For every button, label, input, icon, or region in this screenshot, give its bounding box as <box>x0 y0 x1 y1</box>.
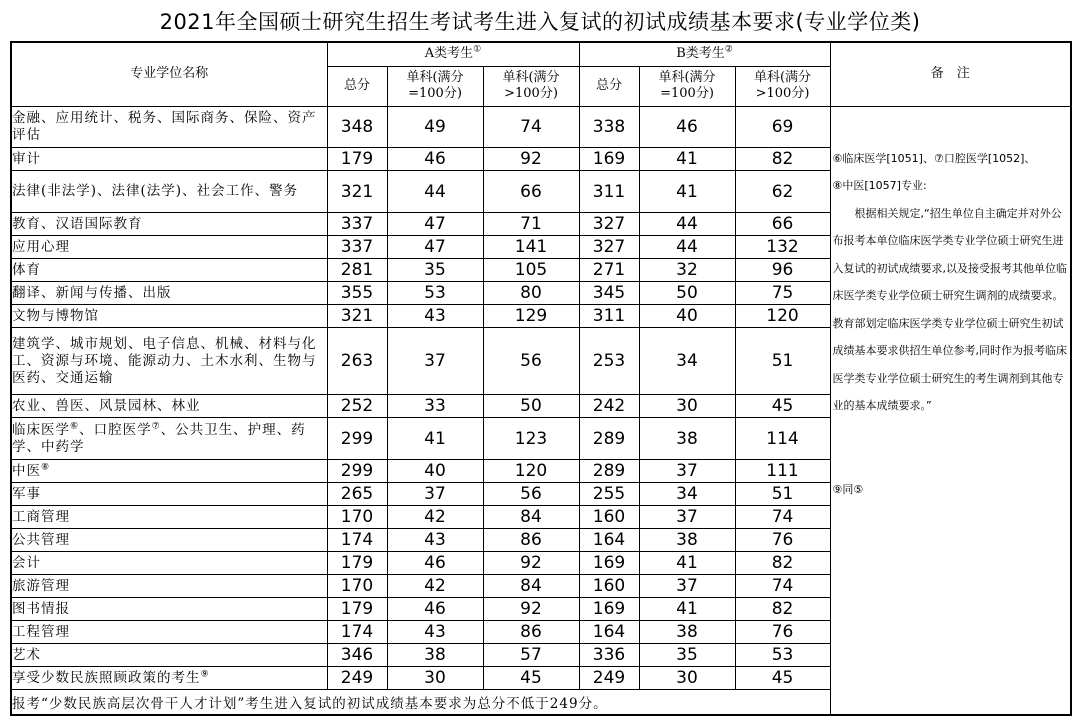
score-a-s2: 120 <box>483 460 579 483</box>
score-a-total: 170 <box>327 575 387 598</box>
score-b-total: 255 <box>579 483 639 506</box>
score-b-s1: 41 <box>639 598 735 621</box>
score-a-total: 355 <box>327 282 387 305</box>
score-b-total: 271 <box>579 259 639 282</box>
header-a-single-100: 单科(满分 =100分) <box>387 66 483 106</box>
score-a-s2: 74 <box>483 106 579 148</box>
score-b-s1: 35 <box>639 644 735 667</box>
score-a-s2: 45 <box>483 667 579 690</box>
score-a-s2: 92 <box>483 598 579 621</box>
score-b-s2: 120 <box>735 305 830 328</box>
major-name: 应用心理 <box>11 236 327 259</box>
score-a-total: 179 <box>327 148 387 171</box>
score-a-total: 299 <box>327 418 387 460</box>
score-a-s2: 71 <box>483 213 579 236</box>
score-a-total: 252 <box>327 395 387 418</box>
score-a-total: 346 <box>327 644 387 667</box>
score-b-s2: 82 <box>735 598 830 621</box>
score-b-s2: 114 <box>735 418 830 460</box>
remark-line-2: ⑧中医[1057]专业: <box>832 179 927 192</box>
major-name: 文物与博物馆 <box>11 305 327 328</box>
score-a-s1: 43 <box>387 305 483 328</box>
score-a-s2: 141 <box>483 236 579 259</box>
score-b-s1: 41 <box>639 148 735 171</box>
score-b-s2: 45 <box>735 395 830 418</box>
score-a-s1: 42 <box>387 575 483 598</box>
score-b-s2: 74 <box>735 506 830 529</box>
score-b-total: 338 <box>579 106 639 148</box>
header-b-total: 总分 <box>579 66 639 106</box>
score-a-s1: 42 <box>387 506 483 529</box>
score-b-s2: 74 <box>735 575 830 598</box>
major-name: 审计 <box>11 148 327 171</box>
score-b-s1: 38 <box>639 621 735 644</box>
score-b-total: 169 <box>579 598 639 621</box>
major-name: 法律(非法学)、法律(法学)、社会工作、警务 <box>11 171 327 213</box>
score-a-total: 170 <box>327 506 387 529</box>
score-b-s2: 132 <box>735 236 830 259</box>
score-a-s1: 46 <box>387 148 483 171</box>
score-a-total: 348 <box>327 106 387 148</box>
score-b-total: 289 <box>579 418 639 460</box>
score-b-s1: 38 <box>639 529 735 552</box>
score-a-total: 249 <box>327 667 387 690</box>
score-a-s1: 40 <box>387 460 483 483</box>
score-b-total: 336 <box>579 644 639 667</box>
score-a-total: 281 <box>327 259 387 282</box>
table-body <box>11 106 1071 715</box>
score-b-total: 164 <box>579 529 639 552</box>
score-a-s1: 30 <box>387 667 483 690</box>
score-b-s1: 34 <box>639 483 735 506</box>
score-b-total: 242 <box>579 395 639 418</box>
major-name: 建筑学、城市规划、电子信息、机械、材料与化工、资源与环境、能源动力、土木水利、生物与医药、交通运输 <box>11 328 327 395</box>
score-a-total: 179 <box>327 598 387 621</box>
remark-note-9: ⑨同⑤ <box>832 482 864 496</box>
score-a-total: 179 <box>327 552 387 575</box>
score-a-s2: 80 <box>483 282 579 305</box>
score-a-s1: 49 <box>387 106 483 148</box>
score-b-s2: 82 <box>735 552 830 575</box>
score-a-s1: 47 <box>387 213 483 236</box>
header-group-a: A类考生① <box>327 42 579 66</box>
score-a-s1: 38 <box>387 644 483 667</box>
score-b-s1: 40 <box>639 305 735 328</box>
header-b-single-100: 单科(满分 =100分) <box>639 66 735 106</box>
score-b-s1: 38 <box>639 418 735 460</box>
score-b-s1: 50 <box>639 282 735 305</box>
major-name: 工商管理 <box>11 506 327 529</box>
score-b-s1: 37 <box>639 506 735 529</box>
remark-paragraph: 根据相关规定,“招生单位自主确定并对外公布报考本单位临床医学类专业学位硕士研究生进入复试的初试成绩要求,以及接受报考其他单位临床医学类专业学位硕士研究生调剂的成绩要求。教育部划定临床医学类专业学位硕士研究生初试成绩基本要求供招生单位参考,同时作为报考临床医学类专业学位硕士研究生的考生调剂到其他专业的基本成绩要求。” <box>832 206 1068 412</box>
score-b-s2: 62 <box>735 171 830 213</box>
score-a-total: 263 <box>327 328 387 395</box>
score-a-s1: 46 <box>387 598 483 621</box>
score-b-total: 289 <box>579 460 639 483</box>
score-b-s1: 32 <box>639 259 735 282</box>
score-a-total: 337 <box>327 236 387 259</box>
score-b-s2: 96 <box>735 259 830 282</box>
score-b-s1: 37 <box>639 575 735 598</box>
score-a-s1: 47 <box>387 236 483 259</box>
score-a-total: 174 <box>327 621 387 644</box>
score-b-total: 327 <box>579 213 639 236</box>
major-name: 临床医学⑥、口腔医学⑦、公共卫生、护理、药学、中药学 <box>11 418 327 460</box>
table-row <box>11 106 1071 148</box>
score-b-total: 169 <box>579 552 639 575</box>
score-a-s2: 56 <box>483 328 579 395</box>
score-a-s1: 33 <box>387 395 483 418</box>
major-name: 军事 <box>11 483 327 506</box>
score-b-s1: 44 <box>639 213 735 236</box>
score-a-s1: 44 <box>387 171 483 213</box>
score-b-s2: 76 <box>735 621 830 644</box>
score-a-total: 265 <box>327 483 387 506</box>
page-title: 2021年全国硕士研究生招生考试考生进入复试的初试成绩基本要求(专业学位类) <box>159 10 921 34</box>
score-b-s1: 44 <box>639 236 735 259</box>
score-a-s2: 84 <box>483 575 579 598</box>
score-a-total: 299 <box>327 460 387 483</box>
score-b-s1: 37 <box>639 460 735 483</box>
major-name: 金融、应用统计、税务、国际商务、保险、资产评估 <box>11 106 327 148</box>
score-b-s2: 53 <box>735 644 830 667</box>
header-major-name: 专业学位名称 <box>11 42 327 106</box>
header-a-single-gt100: 单科(满分 >100分) <box>483 66 579 106</box>
major-name: 教育、汉语国际教育 <box>11 213 327 236</box>
score-b-s2: 45 <box>735 667 830 690</box>
major-name: 享受少数民族照顾政策的考生⑨ <box>11 667 327 690</box>
score-b-total: 253 <box>579 328 639 395</box>
major-name: 翻译、新闻与传播、出版 <box>11 282 327 305</box>
score-b-s1: 34 <box>639 328 735 395</box>
score-a-s2: 50 <box>483 395 579 418</box>
score-b-s1: 46 <box>639 106 735 148</box>
major-name: 旅游管理 <box>11 575 327 598</box>
score-b-s2: 82 <box>735 148 830 171</box>
major-name: 工程管理 <box>11 621 327 644</box>
score-b-total: 160 <box>579 506 639 529</box>
score-a-s1: 37 <box>387 328 483 395</box>
score-b-s2: 75 <box>735 282 830 305</box>
score-b-total: 249 <box>579 667 639 690</box>
remarks-cell <box>830 106 1071 715</box>
score-a-s1: 43 <box>387 621 483 644</box>
score-b-s1: 41 <box>639 171 735 213</box>
score-a-s2: 66 <box>483 171 579 213</box>
score-b-total: 311 <box>579 171 639 213</box>
major-name: 公共管理 <box>11 529 327 552</box>
score-b-total: 345 <box>579 282 639 305</box>
footer-note: 报考“少数民族高层次骨干人才计划”考生进入复试的初试成绩基本要求为总分不低于249分。 <box>11 690 830 715</box>
header-remarks: 备 注 <box>830 42 1071 106</box>
score-b-s1: 30 <box>639 395 735 418</box>
score-b-s2: 69 <box>735 106 830 148</box>
remark-line-1: ⑥临床医学[1051]、⑦口腔医学[1052]、 <box>832 151 1036 165</box>
score-b-s2: 51 <box>735 328 830 395</box>
score-table <box>10 41 1072 716</box>
score-a-total: 337 <box>327 213 387 236</box>
score-b-s2: 51 <box>735 483 830 506</box>
score-b-s2: 66 <box>735 213 830 236</box>
major-name: 中医⑧ <box>11 460 327 483</box>
major-name: 体育 <box>11 259 327 282</box>
header-group-b: B类考生② <box>579 42 830 66</box>
major-name: 农业、兽医、风景园林、林业 <box>11 395 327 418</box>
score-b-s2: 76 <box>735 529 830 552</box>
score-b-s1: 30 <box>639 667 735 690</box>
score-a-s2: 123 <box>483 418 579 460</box>
score-b-total: 169 <box>579 148 639 171</box>
score-a-s2: 129 <box>483 305 579 328</box>
major-name: 艺术 <box>11 644 327 667</box>
score-a-s2: 105 <box>483 259 579 282</box>
score-a-s2: 57 <box>483 644 579 667</box>
header-a-total: 总分 <box>327 66 387 106</box>
score-a-s1: 37 <box>387 483 483 506</box>
score-b-s2: 111 <box>735 460 830 483</box>
score-a-total: 174 <box>327 529 387 552</box>
score-a-total: 321 <box>327 305 387 328</box>
score-b-total: 327 <box>579 236 639 259</box>
score-a-s1: 53 <box>387 282 483 305</box>
score-a-s2: 86 <box>483 529 579 552</box>
score-a-s1: 43 <box>387 529 483 552</box>
score-b-s1: 41 <box>639 552 735 575</box>
score-a-s1: 46 <box>387 552 483 575</box>
header-b-single-gt100: 单科(满分 >100分) <box>735 66 830 106</box>
score-a-s2: 92 <box>483 148 579 171</box>
score-a-s2: 84 <box>483 506 579 529</box>
score-a-s2: 56 <box>483 483 579 506</box>
score-a-s1: 35 <box>387 259 483 282</box>
major-name: 图书情报 <box>11 598 327 621</box>
score-b-total: 160 <box>579 575 639 598</box>
score-a-s2: 92 <box>483 552 579 575</box>
score-a-s2: 86 <box>483 621 579 644</box>
score-b-total: 311 <box>579 305 639 328</box>
score-b-total: 164 <box>579 621 639 644</box>
major-name: 会计 <box>11 552 327 575</box>
score-a-s1: 41 <box>387 418 483 460</box>
score-a-total: 321 <box>327 171 387 213</box>
